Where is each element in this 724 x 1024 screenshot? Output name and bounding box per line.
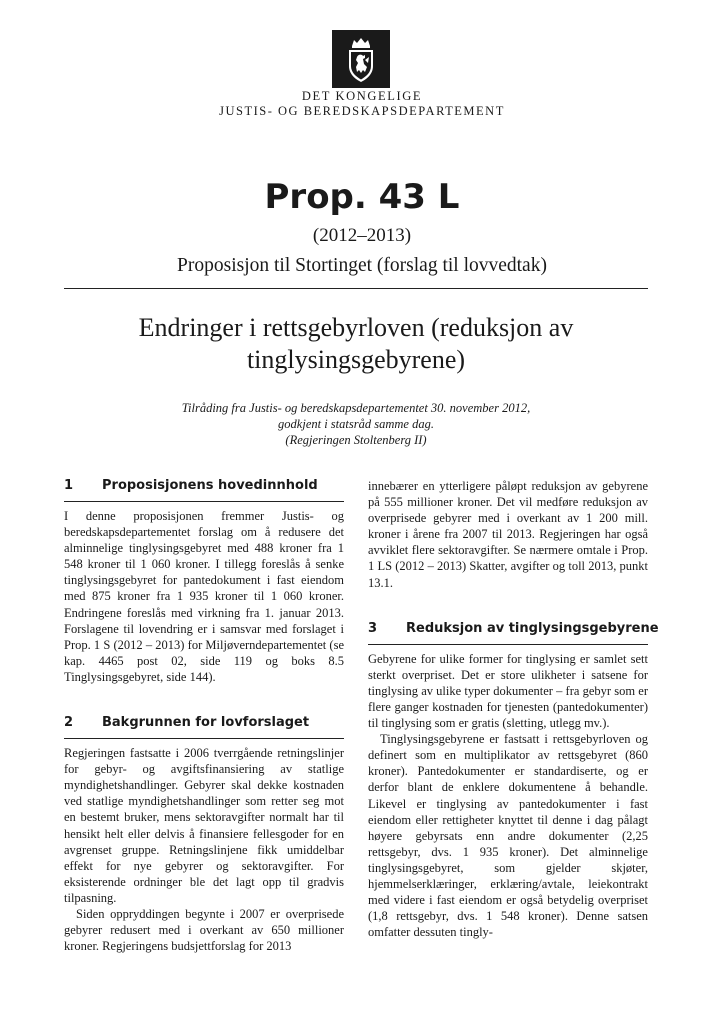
- tilrading-line-1: Tilråding fra Justis- og beredskapsdepartementet 30. november 2012,: [181, 401, 531, 415]
- section-1-paragraph-1: I denne proposisjonen fremmer Justis- og beredskapsdepartementet forslag om å redusere det alminnelige tinglysingsgebyret med 488 kroner fra 1 548 kroner til 1 060 kroner. I tillegg foreslås å senke tinglysingsgebyret for pantedokument i fast eiendom med 875 kroner fra 1 935 kroner til 1 060 kroner. Endringene foreslås med virkning fra 1. januar 2013. Forslagene til lovendring er i samsvar med forslaget i Prop. 1 S (2012 – 2013) for Miljøverndepartementet (se kap. 4465 post 02, side 119 og boks 8.5 Tinglysingsgebyret, side 144).: [64, 509, 344, 684]
- royal-coat-of-arms-logo: [332, 30, 390, 88]
- section-2-heading: [64, 715, 344, 739]
- section-3-title: Reduksjon av tinglysingsgebyrene: [406, 620, 659, 636]
- proposition-years: (2012–2013): [312, 225, 412, 246]
- section-3-paragraph-1: Gebyrene for ulike former for tinglysing er samlet sett sterkt overpriset. Det er store ulikheter i satsene for tinglysing av ulike typer dokumenter – fra gebyr som er flere ganger kostnaden for tjenesten (pantedokumenter) til tinglysing som er gratis (sletting, utlegg mv.).: [368, 651, 648, 731]
- right-column: [368, 478, 659, 940]
- tilrading-line-3: (Regjeringen Stoltenberg II): [285, 433, 427, 447]
- section-1-title: Proposisjonens hovedinnhold: [102, 478, 318, 493]
- section-2-title: Bakgrunnen for lovforslaget: [102, 715, 310, 731]
- section-2-paragraph-3: innebærer en ytterligere påløpt reduksjon av gebyrene på 555 millioner kroner. Det vil medføre reduksjon av overprisede gebyrer med i overkant av 1 200 mill. kroner i årene fra 2007 til 2013. Regjeringen har også avviklet flere sektoravgifter. Se nærmere omtale i Prop. 1 LS (2012 – 2013) Skatter, avgifter og toll 2013, punkt 13.1.: [368, 479, 648, 590]
- section-3-heading: [368, 620, 659, 645]
- section-1-number: 1: [64, 478, 74, 493]
- tilrading-line-2: godkjent i statsråd samme dag.: [278, 417, 434, 431]
- left-column: [64, 478, 344, 954]
- section-3-paragraph-2: Tinglysingsgebyrene er fastsatt i rettsgebyrloven og definert som en multiplikator av rettsgebyret (860 kroner). Pantedokumenter er standardiserte, og er derfor blant de enklere dokumentene å behandle. Likevel er tinglysing av pantedokumenter i fast eiendom eller rettigheter knyttet til denne i dag pålagt høyere gebyrsats enn andre dokumenter (2,25 rettsgebyr, dvs. 1 935 kroner). Det alminnelige tinglysingsgebyret, som gjelder skjøter, hjemmelserklæringer, erklæring/avtale, leiekontrakt med videre i fast eiendom er også betydelig overpriset (1,8 rettsgebyr, dvs. 1 548 kroner). Denne satsen omfatter dessuten tingly-: [368, 732, 648, 940]
- section-1-heading: [64, 478, 344, 502]
- department-line-1: DET KONGELIGE: [301, 89, 423, 103]
- department-line-2: JUSTIS- OG BEREDSKAPSDEPARTEMENT: [219, 104, 505, 118]
- document-main-title: Endringer i rettsgebyrloven (reduksjon av tinglysingsgebyrene): [138, 313, 574, 374]
- tilrading-block: [64, 400, 648, 448]
- proposition-subtitle: Proposisjon til Stortinget (forslag til lovvedtak): [177, 255, 547, 276]
- section-2-number: 2: [64, 715, 74, 731]
- section-3-number: 3: [368, 620, 378, 636]
- title-divider: [64, 288, 648, 289]
- section-2-paragraph-2: Siden oppryddingen begynte i 2007 er overprisede gebyrer redusert med i overkant av 650 millioner kroner. Regjeringens budsjettforslag for 2013: [64, 906, 344, 954]
- section-2-paragraph-1: Regjeringen fastsatte i 2006 tverrgående retningslinjer for gebyr- og avgiftsfinansiering av statlige myndighetshandlinger. Gebyrer skal dekke kostnaden ved statlige myndighetshandlinger som retter seg mot en bestemt bruker, mens sektoravgifter normalt har til hensikt helt eller delvis å finansiere fellesgoder for en avgrenset gruppe. Retningslinjene fikk umiddelbar effekt for nye gebyrer og sektoravgifter. For eksisterende ordninger ble det lagt opp til gradvis tilpasning.: [64, 746, 344, 905]
- proposition-title: Prop. 43 L: [264, 177, 460, 217]
